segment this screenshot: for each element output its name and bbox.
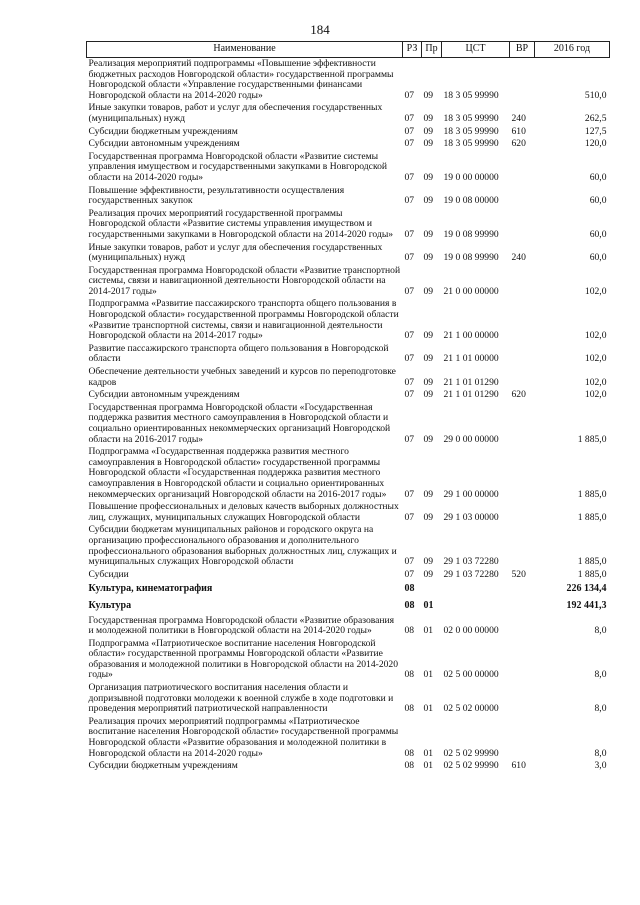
row-rz: 07 — [404, 252, 415, 264]
row-rz: 07 — [404, 112, 415, 124]
row-cst: 19 0 08 99990 — [443, 228, 499, 240]
row-amount: 510,0 — [584, 89, 607, 101]
row-amount: 1 885,0 — [577, 433, 607, 445]
row-cst: 29 1 03 72280 — [443, 556, 499, 568]
row-amount: 102,0 — [584, 389, 607, 401]
row-vr: 620 — [511, 389, 526, 401]
table-row — [87, 638, 610, 682]
row-pr: 09 — [423, 353, 434, 365]
row-vr — [510, 524, 535, 568]
table-body — [87, 58, 610, 773]
row-rz: 07 — [404, 433, 415, 445]
row-amount: 1 885,0 — [577, 511, 607, 523]
row-vr — [510, 208, 535, 242]
row-vr — [510, 58, 535, 103]
row-pr: 09 — [423, 488, 434, 500]
table-row — [87, 185, 610, 208]
row-amount: 3,0 — [594, 760, 607, 772]
row-name: Развитие пассажирского транспорта общего пользования в Новгородской области — [88, 342, 389, 365]
row-name: Субсидии автономным учреждениям — [88, 138, 240, 150]
row-cst: 21 1 01 01290 — [443, 389, 499, 401]
row-vr — [510, 581, 535, 598]
row-cst: 02 5 02 99990 — [443, 760, 499, 772]
row-rz: 07 — [404, 89, 415, 101]
row-name: Субсидии — [88, 568, 129, 580]
row-vr — [510, 615, 535, 638]
row-amount: 102,0 — [584, 285, 607, 297]
row-cst: 21 1 01 01290 — [443, 376, 499, 388]
row-name: Государственная программа Новгородской области «Государственная поддержка развития местного самоуправления в Новгородской области и социально ориентированных некоммерческих организаций Новгородской области на 2016-2017 годы» — [88, 401, 391, 445]
row-amount: 8,0 — [594, 625, 607, 637]
row-vr: 620 — [511, 138, 526, 150]
row-pr: 09 — [423, 511, 434, 523]
row-name: Иные закупки товаров, работ и услуг для обеспечения государственных (муниципальных) нужд — [88, 102, 383, 124]
row-cst — [442, 581, 510, 598]
table-row — [87, 716, 610, 760]
table-row — [87, 298, 610, 342]
row-vr: 610 — [511, 125, 526, 137]
table-row — [87, 501, 610, 524]
page-number: 184 — [310, 22, 330, 37]
row-amount: 8,0 — [594, 669, 607, 681]
row-amount: 262,5 — [584, 112, 607, 124]
table-row — [87, 615, 610, 638]
row-rz: 08 — [404, 747, 415, 759]
row-cst: 21 0 00 00000 — [443, 285, 499, 297]
row-pr: 09 — [423, 433, 434, 445]
row-amount: 60,0 — [589, 171, 607, 183]
row-rz: 07 — [404, 138, 415, 150]
column-header-rz: РЗ — [403, 42, 422, 58]
row-cst: 02 5 00 00000 — [443, 669, 499, 681]
table-row — [87, 581, 610, 598]
row-vr — [510, 366, 535, 389]
row-pr: 09 — [423, 389, 434, 401]
row-pr: 09 — [423, 138, 434, 150]
row-vr — [510, 298, 535, 342]
row-cst: 18 3 05 99990 — [443, 89, 499, 101]
row-rz: 08 — [404, 599, 415, 611]
row-pr: 01 — [423, 669, 434, 681]
row-amount: 60,0 — [589, 195, 607, 207]
row-rz: 07 — [404, 568, 415, 580]
row-rz: 07 — [404, 171, 415, 183]
row-pr: 09 — [423, 285, 434, 297]
table-row — [87, 524, 610, 568]
row-amount: 8,0 — [594, 703, 607, 715]
row-vr — [510, 185, 535, 208]
table-row — [87, 366, 610, 389]
row-vr — [510, 265, 535, 299]
row-rz: 07 — [404, 330, 415, 342]
row-name: Государственная программа Новгородской области «Развитие транспортной системы, связи и навигационной деятельности Новгородской области на 2014-2017 годы» — [88, 264, 401, 297]
row-pr: 01 — [423, 747, 434, 759]
row-cst: 21 1 01 00000 — [443, 353, 499, 365]
row-name: Субсидии бюджетным учреждениям — [88, 760, 238, 772]
table-row — [87, 760, 610, 773]
row-rz: 07 — [404, 556, 415, 568]
row-name: Субсидии бюджетам муниципальных районов и городского округа на организацию профессионального образования и дополнительного профессионального образования выборных должностных лиц, служащих и муниципальных служащих Новгородской области — [88, 524, 397, 568]
row-rz: 07 — [404, 353, 415, 365]
table-row — [87, 102, 610, 125]
row-rz: 07 — [404, 125, 415, 137]
row-vr: 610 — [511, 760, 526, 772]
budget-table — [86, 41, 610, 773]
column-header-name: Наименование — [87, 42, 403, 58]
row-name: Обеспечение деятельности учебных заведений и курсов по переподготовке кадров — [88, 366, 396, 388]
row-vr — [510, 343, 535, 366]
row-vr — [510, 598, 535, 615]
row-amount: 102,0 — [584, 376, 607, 388]
row-cst — [442, 598, 510, 615]
row-pr: 01 — [423, 760, 434, 772]
row-name: Субсидии автономным учреждениям — [88, 389, 240, 401]
row-cst: 29 1 03 72280 — [443, 568, 499, 580]
row-pr — [422, 581, 442, 598]
column-header-year: 2016 год — [535, 42, 610, 58]
row-vr — [510, 682, 535, 716]
row-vr: 520 — [511, 568, 526, 580]
row-pr: 01 — [423, 625, 434, 637]
row-name: Культура, кинематография — [88, 583, 213, 595]
row-rz: 07 — [404, 389, 415, 401]
row-name: Повышение эффективности, результативности осуществления государственных закупок — [88, 184, 345, 207]
row-amount: 192 441,3 — [566, 599, 607, 611]
column-header-cst: ЦСТ — [442, 42, 510, 58]
row-cst: 29 0 00 00000 — [443, 433, 499, 445]
row-name: Организация патриотического воспитания населения области и допризывной подготовки молодежи к военной службе в ходе подготовки и проведения мероприятий патриотической направленности — [88, 682, 394, 715]
row-name: Реализация мероприятий подпрограммы «Повышение эффективности бюджетных расходов Новгородской области» государственной программы Новгородской области «Управление государственными финансами Новгородской области на 2014-2020 годы» — [88, 58, 394, 101]
row-vr — [510, 446, 535, 501]
row-cst: 02 5 02 99990 — [443, 747, 499, 759]
row-name: Подпрограмма «Развитие пассажирского транспорта общего пользования в Новгородской области» государственной программы Новгородской области «Развитие транспортной системы, связи и навигационной деятельности Новгородской области на 2014-2017 годы» — [88, 298, 399, 342]
row-amount: 60,0 — [589, 252, 607, 264]
row-cst: 19 0 00 00000 — [443, 171, 499, 183]
row-pr: 09 — [423, 125, 434, 137]
table-row — [87, 569, 610, 582]
table-row — [87, 265, 610, 299]
row-vr — [510, 716, 535, 760]
row-amount: 1 885,0 — [577, 568, 607, 580]
row-amount: 226 134,4 — [566, 583, 607, 595]
row-name: Реализация прочих мероприятий подпрограммы «Патриотическое воспитание населения Новгородской области» государственной программы Новгородской области «Развитие образования и молодежной политики в Новгородской области на 2014-2020 годы» — [88, 715, 399, 759]
row-name: Культура — [88, 599, 132, 611]
row-cst: 29 1 03 00000 — [443, 511, 499, 523]
row-amount: 8,0 — [594, 747, 607, 759]
row-name: Государственная программа Новгородской области «Развитие системы управления имуществом и государственными закупками в Новгородской области на 2014-2020 годы» — [88, 150, 388, 183]
table-header — [87, 42, 610, 58]
row-rz: 08 — [404, 760, 415, 772]
row-vr: 240 — [511, 112, 526, 124]
row-pr: 09 — [423, 568, 434, 580]
row-rz: 07 — [404, 376, 415, 388]
row-pr: 09 — [423, 376, 434, 388]
row-rz: 07 — [404, 285, 415, 297]
row-amount: 127,5 — [584, 125, 607, 137]
table-row — [87, 151, 610, 185]
row-amount: 60,0 — [589, 228, 607, 240]
table-row — [87, 598, 610, 615]
column-header-vr: ВР — [510, 42, 535, 58]
row-vr — [510, 151, 535, 185]
row-cst: 02 0 00 00000 — [443, 625, 499, 637]
row-pr: 01 — [423, 703, 434, 715]
row-rz: 08 — [404, 583, 415, 595]
table-row — [87, 58, 610, 103]
row-name: Субсидии бюджетным учреждениям — [88, 125, 238, 137]
row-vr — [510, 402, 535, 446]
row-cst: 18 3 05 99990 — [443, 138, 499, 150]
row-rz: 07 — [404, 195, 415, 207]
row-vr — [510, 501, 535, 524]
row-vr — [510, 638, 535, 682]
row-pr: 09 — [423, 252, 434, 264]
row-cst: 19 0 08 00000 — [443, 195, 499, 207]
row-name: Подпрограмма «Государственная поддержка развития местного самоуправления в Новгородской области» государственной программы Новгородской области «Государственная поддержка развития местного самоуправления в Новгородской области и социально ориентированных некоммерческих организаций Новгородской области на 2016-2017 годы» — [88, 446, 387, 500]
table-row — [87, 126, 610, 139]
table-row — [87, 446, 610, 501]
row-vr: 240 — [511, 252, 526, 264]
row-rz: 08 — [404, 703, 415, 715]
row-amount: 120,0 — [584, 138, 607, 150]
row-name: Реализация прочих мероприятий государственной программы Новгородской области «Развитие системы управления имуществом и государственными закупками в Новгородской области на 2014-2020 годы» — [88, 207, 394, 240]
table-row — [87, 402, 610, 446]
row-pr: 09 — [423, 171, 434, 183]
row-name: Государственная программа Новгородской области «Развитие образования и молодежной политики в Новгородской области на 2014-2020 годы» — [88, 614, 395, 637]
table-row — [87, 343, 610, 366]
row-amount: 1 885,0 — [577, 556, 607, 568]
row-rz: 08 — [404, 669, 415, 681]
row-pr: 09 — [423, 556, 434, 568]
row-cst: 02 5 02 00000 — [443, 703, 499, 715]
row-name: Иные закупки товаров, работ и услуг для обеспечения государственных (муниципальных) нужд — [88, 241, 383, 264]
row-pr: 09 — [423, 228, 434, 240]
row-pr: 09 — [423, 195, 434, 207]
row-cst: 21 1 00 00000 — [443, 330, 499, 342]
row-pr: 09 — [423, 112, 434, 124]
table-row — [87, 242, 610, 265]
row-rz: 07 — [404, 488, 415, 500]
row-pr: 09 — [423, 89, 434, 101]
row-amount: 102,0 — [584, 330, 607, 342]
row-rz: 08 — [404, 625, 415, 637]
row-name: Повышение профессиональных и деловых качеств выборных должностных лиц, служащих, муниципальных служащих Новгородской области — [88, 501, 399, 523]
row-cst: 18 3 05 99990 — [443, 112, 499, 124]
row-cst: 18 3 05 99990 — [443, 125, 499, 137]
row-cst: 29 1 00 00000 — [443, 488, 499, 500]
table-row — [87, 682, 610, 716]
row-cst: 19 0 08 99990 — [443, 252, 499, 264]
column-header-pr: Пр — [422, 42, 442, 58]
table-row — [87, 208, 610, 242]
row-rz: 07 — [404, 511, 415, 523]
table-row — [87, 389, 610, 402]
row-name: Подпрограмма «Патриотическое воспитание населения Новгородской области» государственной программы Новгородской области «Развитие образования и молодежной политики в Новгородской области на 2014-2020 годы» — [88, 637, 399, 681]
row-amount: 1 885,0 — [577, 488, 607, 500]
row-pr: 09 — [423, 330, 434, 342]
row-amount: 102,0 — [584, 353, 607, 365]
row-rz: 07 — [404, 228, 415, 240]
table-row — [87, 138, 610, 151]
row-pr: 01 — [423, 599, 434, 611]
